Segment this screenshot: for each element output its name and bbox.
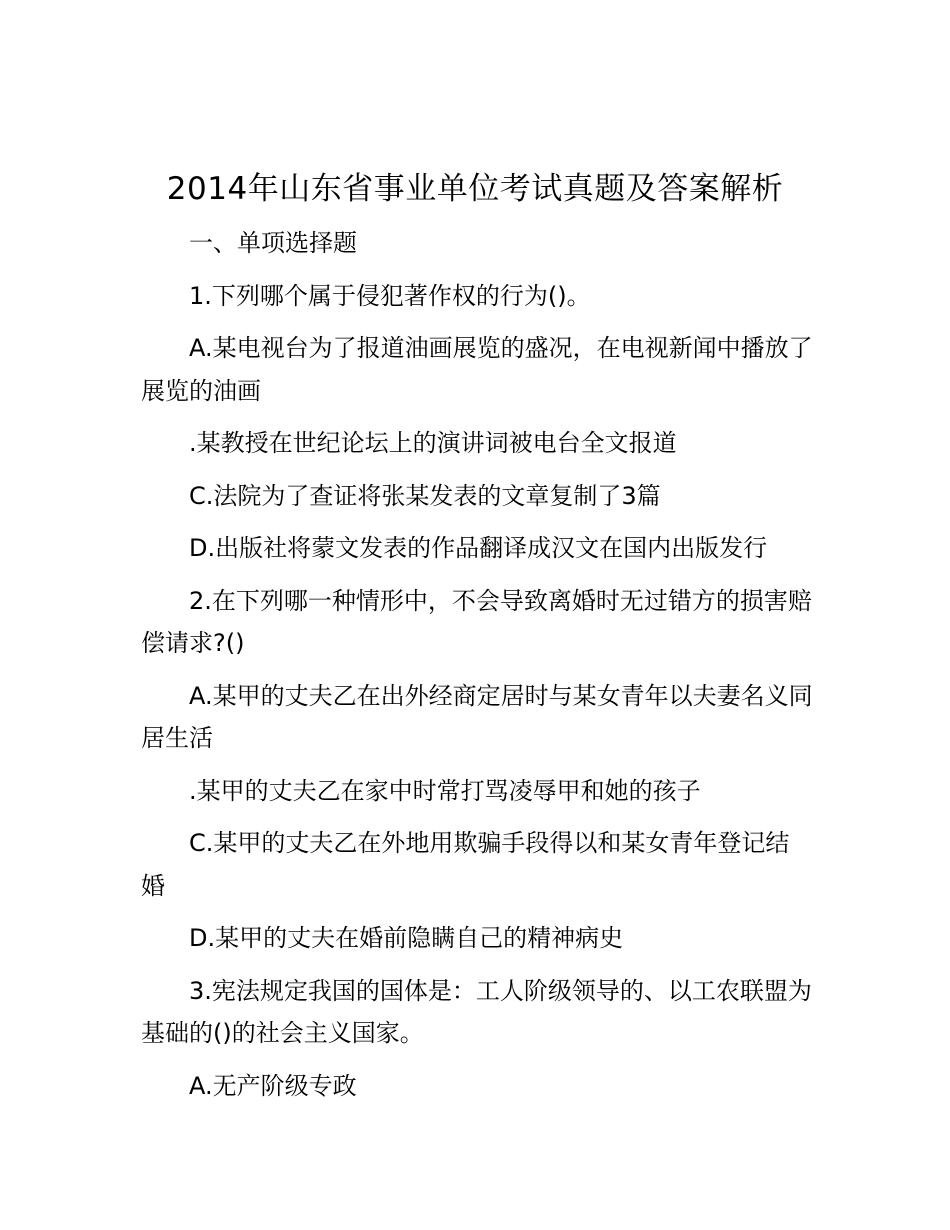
question-2-stem: 2.在下列哪一种情形中，不会导致离婚时无过错方的损害赔偿请求?() — [141, 586, 812, 657]
question-2-option-d: D.某甲的丈夫在婚前隐瞒自己的精神病史 — [189, 924, 624, 952]
question-2-option-c: C.某甲的丈夫乙在外地用欺骗手段得以和某女青年登记结婚 — [141, 829, 790, 900]
question-1-option-a: A.某电视台为了报道油画展览的盛况，在电视新闻中播放了展览的油画 — [141, 334, 813, 405]
question-1-option-b: .某教授在世纪论坛上的演讲词被电台全文报道 — [189, 429, 677, 457]
question-1-option-d: D.出版社将蒙文发表的作品翻译成汉文在国内出版发行 — [189, 534, 768, 562]
question-2-option-a: A.某甲的丈夫乙在出外经商定居时与某女青年以夫妻名义同居生活 — [141, 681, 813, 752]
document-body — [141, 222, 813, 1117]
question-1-stem: 1.下列哪个属于侵犯著作权的行为()。 — [189, 281, 591, 310]
question-2-option-b: .某甲的丈夫乙在家中时常打骂凌辱甲和她的孩子 — [189, 776, 701, 805]
question-3-option-a: A.无产阶级专政 — [189, 1071, 357, 1100]
page-title: 2014年山东省事业单位考试真题及答案解析 — [166, 171, 784, 207]
question-3-stem: 3.宪法规定我国的国体是：工人阶级领导的、以工农联盟为基础的()的社会主义国家。 — [141, 976, 812, 1047]
section-heading: 一、单项选择题 — [189, 229, 357, 257]
question-1-option-c: C.法院为了查证将张某发表的文章复制了3篇 — [189, 481, 661, 510]
